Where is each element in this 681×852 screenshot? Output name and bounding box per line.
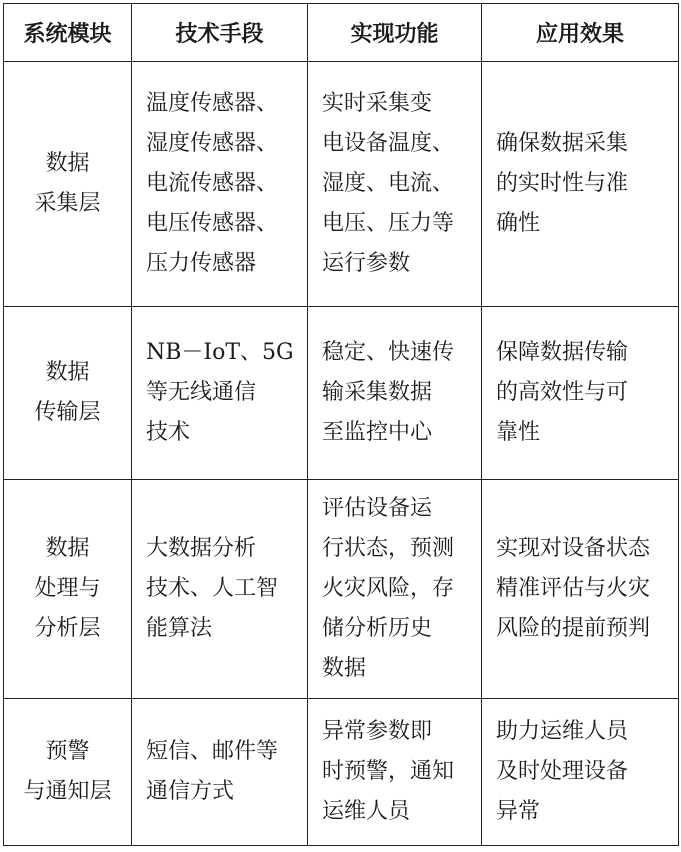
cell-function <box>308 62 482 307</box>
cell-effect <box>482 307 679 480</box>
cell-line: 稳定、快速传 <box>322 340 455 365</box>
cell-module <box>4 699 132 846</box>
cell-line: 等无线通信 <box>146 380 257 405</box>
cell-effect <box>482 699 679 846</box>
cell-line: 传输层 <box>34 400 101 425</box>
table-row <box>4 699 679 846</box>
cell-line: 精准评估与火灾 <box>496 576 651 601</box>
cell-module <box>4 62 132 307</box>
cell-line: 能算法 <box>146 616 213 641</box>
cell-line: 确保数据采集 <box>496 131 629 156</box>
cell-line: 电压传感器、 <box>146 211 279 236</box>
cell-line: 技术、人工智 <box>146 576 279 601</box>
cell-line: 通信方式 <box>146 779 235 804</box>
cell-effect <box>482 62 679 307</box>
cell-line: 异常参数即 <box>322 719 433 744</box>
cell-line: 火灾风险，存 <box>322 576 455 601</box>
cell-line: 数据 <box>45 151 90 176</box>
table-row <box>4 62 679 307</box>
cell-line: 实时采集变 <box>322 91 433 116</box>
cell-tech <box>132 62 308 307</box>
cell-line: 短信、邮件等 <box>146 739 279 764</box>
cell-line: 分析层 <box>34 616 101 641</box>
cell-line: 数据 <box>322 656 367 681</box>
table-row <box>4 480 679 699</box>
table-header-row <box>4 4 679 62</box>
cell-line: 电设备温度、 <box>322 131 455 156</box>
cell-line: 处理与 <box>34 576 101 601</box>
header-function: 实现功能 <box>308 4 482 62</box>
cell-line: 至监控中心 <box>322 420 433 445</box>
cell-module <box>4 480 132 699</box>
cell-function <box>308 480 482 699</box>
table-row <box>4 307 679 480</box>
cell-line: 保障数据传输 <box>496 340 629 365</box>
cell-function <box>308 307 482 480</box>
cell-line: 电压、压力等 <box>322 211 455 236</box>
cell-line: 大数据分析 <box>146 536 257 561</box>
cell-line: 储分析历史 <box>322 616 433 641</box>
cell-tech <box>132 307 308 480</box>
cell-line: 温度传感器、 <box>146 91 279 116</box>
cell-line: 及时处理设备 <box>496 759 629 784</box>
cell-line: 行状态，预测 <box>322 536 455 561</box>
cell-tech <box>132 480 308 699</box>
cell-tech <box>132 699 308 846</box>
cell-line: 数据 <box>45 536 90 561</box>
cell-line: 输采集数据 <box>322 380 433 405</box>
cell-line: 湿度传感器、 <box>146 131 279 156</box>
cell-line: 技术 <box>146 420 191 445</box>
cell-line: NB－IoT、5G <box>146 340 294 365</box>
cell-line: 风险的提前预判 <box>496 616 651 641</box>
cell-line: 运行参数 <box>322 251 411 276</box>
header-tech: 技术手段 <box>132 4 308 62</box>
cell-line: 靠性 <box>496 420 541 445</box>
cell-line: 的高效性与可 <box>496 380 629 405</box>
cell-line: 评估设备运 <box>322 496 433 521</box>
cell-line: 压力传感器 <box>146 251 257 276</box>
cell-module <box>4 307 132 480</box>
cell-line: 异常 <box>496 799 541 824</box>
cell-line: 湿度、电流、 <box>322 171 455 196</box>
header-module: 系统模块 <box>4 4 132 62</box>
cell-line: 的实时性与准 <box>496 171 629 196</box>
header-effect: 应用效果 <box>482 4 679 62</box>
cell-line: 电流传感器、 <box>146 171 279 196</box>
cell-line: 预警 <box>45 739 90 764</box>
cell-line: 确性 <box>496 211 541 236</box>
cell-line: 助力运维人员 <box>496 719 629 744</box>
cell-line: 时预警，通知 <box>322 759 455 784</box>
cell-function <box>308 699 482 846</box>
cell-line: 实现对设备状态 <box>496 536 651 561</box>
cell-line: 与通知层 <box>23 779 112 804</box>
cell-line: 运维人员 <box>322 799 411 824</box>
cell-line: 采集层 <box>34 191 101 216</box>
cell-effect <box>482 480 679 699</box>
system-module-table <box>3 3 679 846</box>
cell-line: 数据 <box>45 360 90 385</box>
